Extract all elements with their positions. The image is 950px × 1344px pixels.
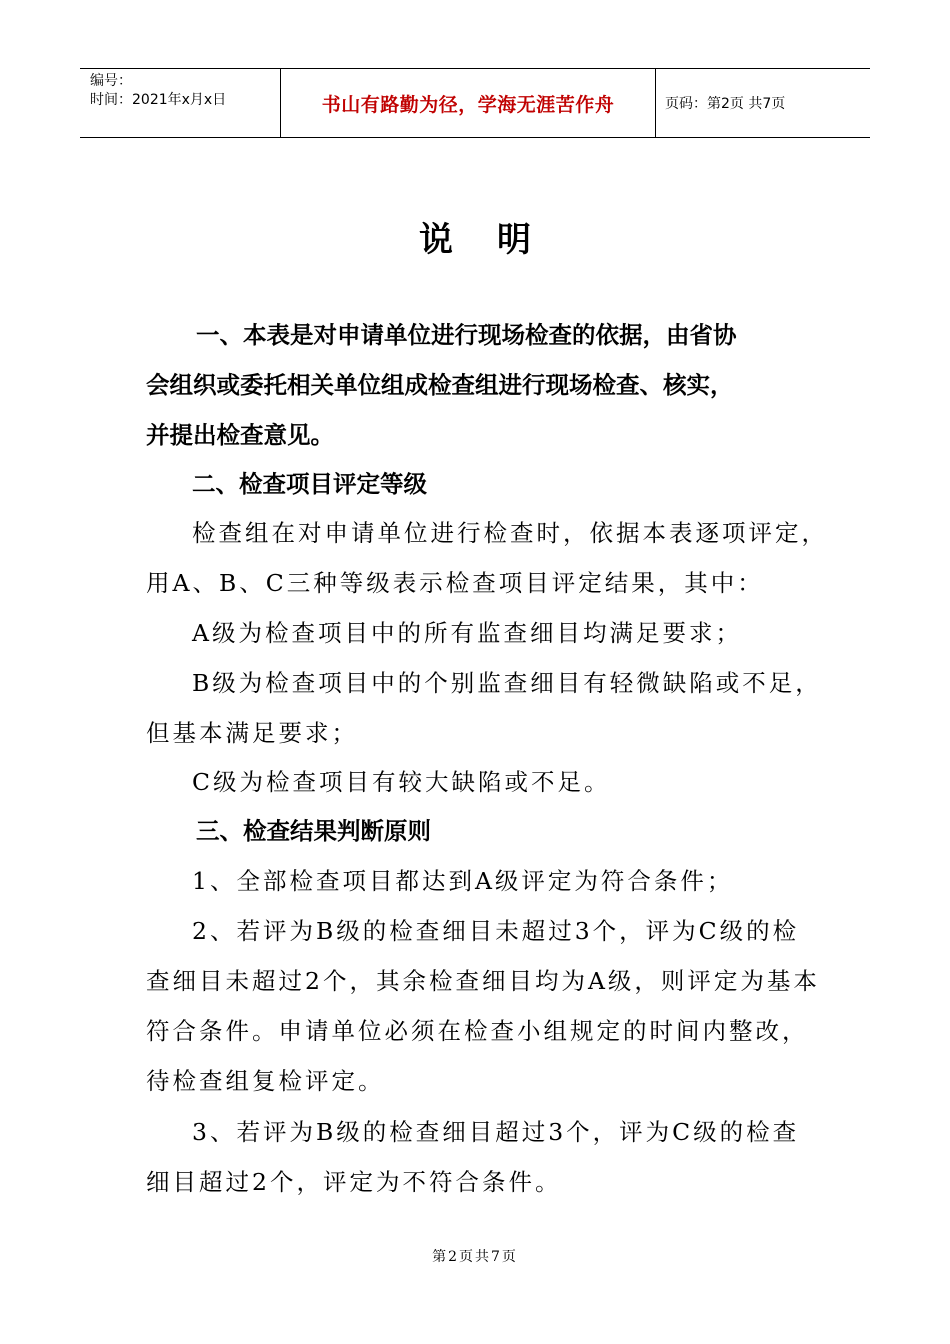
paragraph-line: 2、若评为B级的检查细目未超过3个，评为C级的检 xyxy=(192,917,800,945)
document-title: 说明 xyxy=(419,220,575,260)
heading-line: 三、检查结果判断原则 xyxy=(196,817,431,845)
paragraph-line: 待检查组复检评定。 xyxy=(146,1067,385,1095)
paragraph-grade-b xyxy=(146,658,822,758)
paragraph-line: 3、若评为B级的检查细目超过3个，评为C级的检查 xyxy=(192,1118,800,1146)
paragraph-grading-intro xyxy=(146,508,828,608)
header-motto-cell xyxy=(280,69,656,137)
heading-line: 二、检查项目评定等级 xyxy=(192,470,427,498)
paragraph-grade-c xyxy=(146,757,610,807)
header-meta xyxy=(80,69,280,137)
page-header xyxy=(80,68,870,138)
paragraph-line: 检查组在对申请单位进行检查时，依据本表逐项评定， xyxy=(192,519,828,547)
paragraph-line: 一、本表是对申请单位进行现场检查的依据，由省协 xyxy=(196,321,737,349)
paragraph-1 xyxy=(146,310,737,460)
paragraph-line: 1、全部检查项目都达到A级评定为符合条件； xyxy=(192,867,734,895)
header-page-cell xyxy=(655,69,870,137)
paragraph-line: 会组织或委托相关单位组成检查组进行现场检查、核实， xyxy=(146,371,734,399)
paragraph-line: A级为检查项目中的所有监查细目均满足要求； xyxy=(192,619,742,647)
paragraph-line: 查细目未超过2个，其余检查细目均为A级，则评定为基本 xyxy=(146,967,820,995)
paragraph-line: C级为检查项目有较大缺陷或不足。 xyxy=(192,768,611,796)
paragraph-rule-2 xyxy=(146,906,820,1106)
page-info: 页码：第2页 共7页 xyxy=(665,96,786,112)
section-heading-2 xyxy=(146,459,427,509)
paragraph-line: 但基本满足要求； xyxy=(146,719,358,747)
number-label: 编号： xyxy=(90,73,132,89)
motto: 书山有路勤为径，学海无涯苦作舟 xyxy=(321,93,615,116)
paragraph-line: 符合条件。申请单位必须在检查小组规定的时间内整改， xyxy=(146,1017,809,1045)
section-heading-3 xyxy=(146,806,431,856)
paragraph-line: 用A、B、C三种等级表示检查项目评定结果，其中： xyxy=(146,569,764,597)
paragraph-rule-3 xyxy=(146,1107,799,1207)
paragraph-line: 细目超过2个，评定为不符合条件。 xyxy=(146,1168,562,1196)
paragraph-grade-a xyxy=(146,608,742,658)
page-footer: 第2页共7页 xyxy=(432,1249,518,1265)
paragraph-line: 并提出检查意见。 xyxy=(146,421,334,449)
paragraph-line: B级为检查项目中的个别监查细目有轻微缺陷或不足， xyxy=(192,669,822,697)
time-label: 时间：2021年x月x日 xyxy=(90,92,227,108)
paragraph-rule-1 xyxy=(146,856,733,906)
